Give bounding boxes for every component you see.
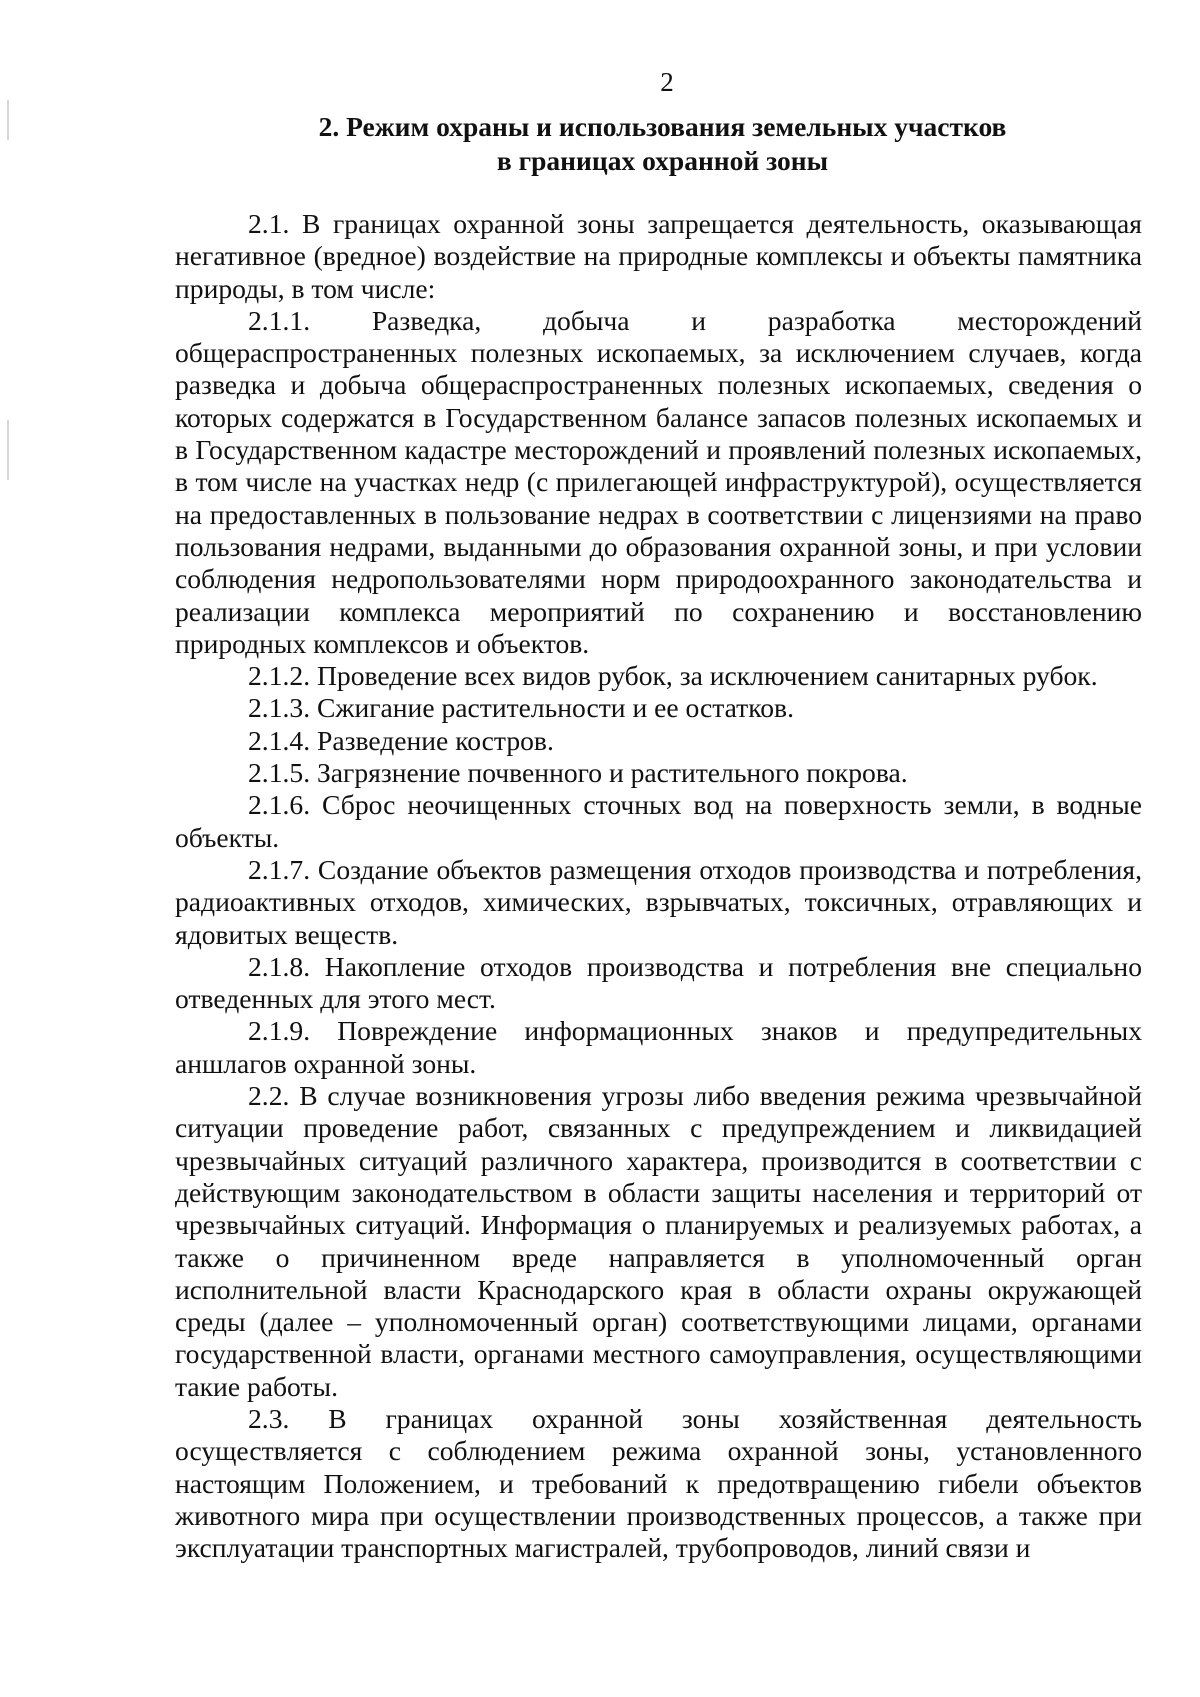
- section-title: [175, 110, 1150, 178]
- paragraph-2-1-5: 2.1.5. Загрязнение почвенного и растительного покрова.: [248, 757, 908, 789]
- document-body: [175, 208, 1142, 1564]
- paragraph-2-1-4: 2.1.4. Разведение костров.: [248, 724, 554, 756]
- paragraph-2-1-1: 2.1.1. Разведка, добыча и разработка месторождений общераспространенных полезных ископаемых, за исключением случаев, когда разведка и добыча общераспространенных полезных ископаемых, сведения о которых содержатся в Государственном балансе запасов полезных ископаемых и в Государственном кадастре месторождений и проявлений полезных ископаемых, в том числе на участках недр (с прилегающей инфраструктурой), осуществляется на предоставленных в пользование недрах в соответствии с лицензиями на право пользования недрами, выданными до образования охранной зоны, и при условии соблюдения недропользователями норм природоохранного законодательства и реализации комплекса мероприятий по сохранению и восстановлению природных комплексов и объектов.: [175, 304, 1142, 659]
- paragraph-2-1: 2.1. В границах охранной зоны запрещается деятельность, оказывающая негативное (вредное) воздействие на природные комплексы и объекты памятника природы, в том числе:: [175, 208, 1142, 304]
- paragraph-2-1-8: 2.1.8. Накопление отходов производства и потребления вне специально отведенных для этого мест.: [175, 950, 1142, 1015]
- paragraph-2-1-2: 2.1.2. Проведение всех видов рубок, за исключением санитарных рубок.: [248, 660, 1098, 692]
- paragraph-2-1-9: 2.1.9. Повреждение информационных знаков и предупредительных аншлагов охранной зоны.: [175, 1015, 1142, 1079]
- paragraph-2-1-7: 2.1.7. Создание объектов размещения отходов производства и потребления, радиоактивных отходов, химических, взрывчатых, токсичных, отравляющих и ядовитых веществ.: [175, 853, 1142, 950]
- section-title-line-1: 2. Режим охраны и использования земельных участков: [318, 111, 1007, 142]
- paragraph-2-1-3: 2.1.3. Сжигание растительности и ее остатков.: [248, 692, 794, 724]
- paragraph-2-1-6: 2.1.6. Сброс неочищенных сточных вод на поверхность земли, в водные объекты.: [175, 789, 1142, 853]
- page-number: 2: [660, 67, 674, 97]
- paragraph-2-2: 2.2. В случае возникновения угрозы либо введения режима чрезвычайной ситуации проведение работ, связанных с предупреждением и ликвидацией чрезвычайных ситуаций различного характера, производится в соответствии с действующим законодательством в области защиты населения и территорий от чрезвычайных ситуаций. Информация о планируемых и реализуемых работах, а также о причиненном вреде направляется в уполномоченный орган исполнительной власти Краснодарского края в области охраны окружающей среды (далее – уполномоченный орган) соответствующими лицами, органами государственной власти, органами местного самоуправления, осуществляющими такие работы.: [175, 1080, 1142, 1402]
- section-title-line-2: в границах охранной зоны: [496, 145, 829, 176]
- scan-edge-mark: [7, 420, 9, 480]
- scan-edge-mark: [7, 100, 9, 140]
- paragraph-2-3: 2.3. В границах охранной зоны хозяйственная деятельность осуществляется с соблюдением режима охранной зоны, установленного настоящим Положением, и требований к предотвращению гибели объектов животного мира при осуществлении производственных процессов, а также при эксплуатации транспортных магистралей, трубопроводов, линий связи и: [175, 1402, 1142, 1564]
